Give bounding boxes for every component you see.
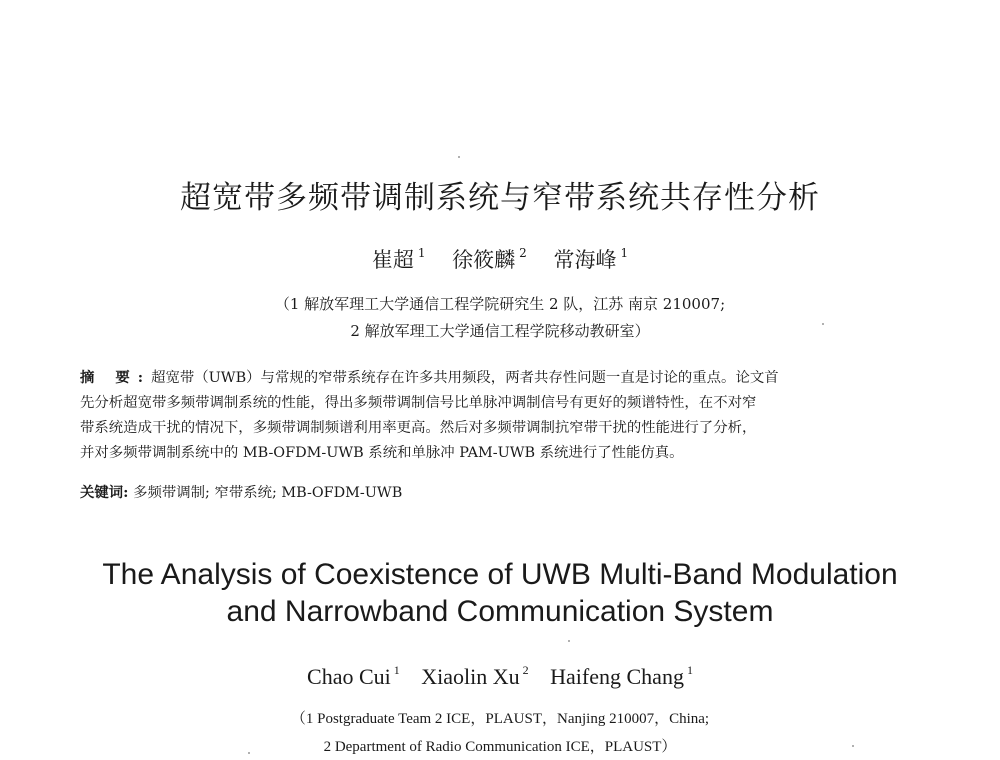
author-xiaolin-xu: Xiaolin Xu $^2$ [421, 663, 529, 689]
english-authors [0, 663, 1000, 690]
abstract-line: 并对多频带调制系统中的 MB-OFDM-UWB 系统和单脉冲 PAM-UWB 系统进行了性能仿真。 [80, 445, 684, 461]
keywords-text: 多频带调制; 窄带系统; MB-OFDM-UWB [133, 485, 403, 501]
chinese-affiliation-line1: （1 解放军理工大学通信工程学院研究生 2 队，江苏 南京 210007; [274, 295, 726, 313]
english-title-line2: and Narrowband Communication System [226, 595, 774, 628]
author-xu: 徐筱麟 $^2$ [452, 246, 527, 272]
chinese-title: 超宽带多频带调制系统与窄带系统共存性分析 [180, 180, 820, 216]
author-cui: 崔超 $^1$ [371, 246, 426, 272]
author-chao-cui: Chao Cui $^1$ [307, 663, 400, 689]
chinese-affiliation-line2: 2 解放军理工大学通信工程学院移动教研室） [350, 322, 650, 340]
author-chang: 常海峰 $^1$ [553, 246, 629, 272]
abstract-line: 摘 要:超宽带（UWB）与常规的窄带系统存在许多共用频段，两者共存性问题一直是讨论的重点。论文首 [80, 369, 779, 386]
scan-speck [568, 640, 570, 642]
english-title-line1: The Analysis of Coexistence of UWB Multi-Band Modulation [102, 558, 898, 591]
scan-speck [248, 752, 250, 754]
chinese-keywords [80, 481, 920, 502]
scan-speck [822, 323, 824, 325]
author-haifeng-chang: Haifeng Chang $^1$ [550, 663, 693, 689]
chinese-abstract [80, 365, 920, 466]
english-affiliation-line1: （1 Postgraduate Team 2 ICE，PLAUST，Nanjing 210007，China; [290, 711, 710, 727]
chinese-authors [0, 244, 1000, 274]
abstract-label: 摘 要: [80, 369, 152, 386]
abstract-line: 先分析超宽带多频带调制系统的性能，得出多频带调制信号比单脉冲调制信号有更好的频谱特性，在不对窄 [80, 395, 757, 411]
abstract-line: 带系统造成干扰的情况下，多频带调制频谱利用率更高。然后对多频带调制抗窄带干扰的性能进行了分析， [80, 420, 757, 436]
keywords-label: 关键词: [80, 484, 129, 501]
scan-speck [458, 156, 460, 158]
scan-speck [852, 745, 854, 747]
english-affiliation-line2: 2 Department of Radio Communication ICE，PLAUST） [323, 739, 677, 755]
